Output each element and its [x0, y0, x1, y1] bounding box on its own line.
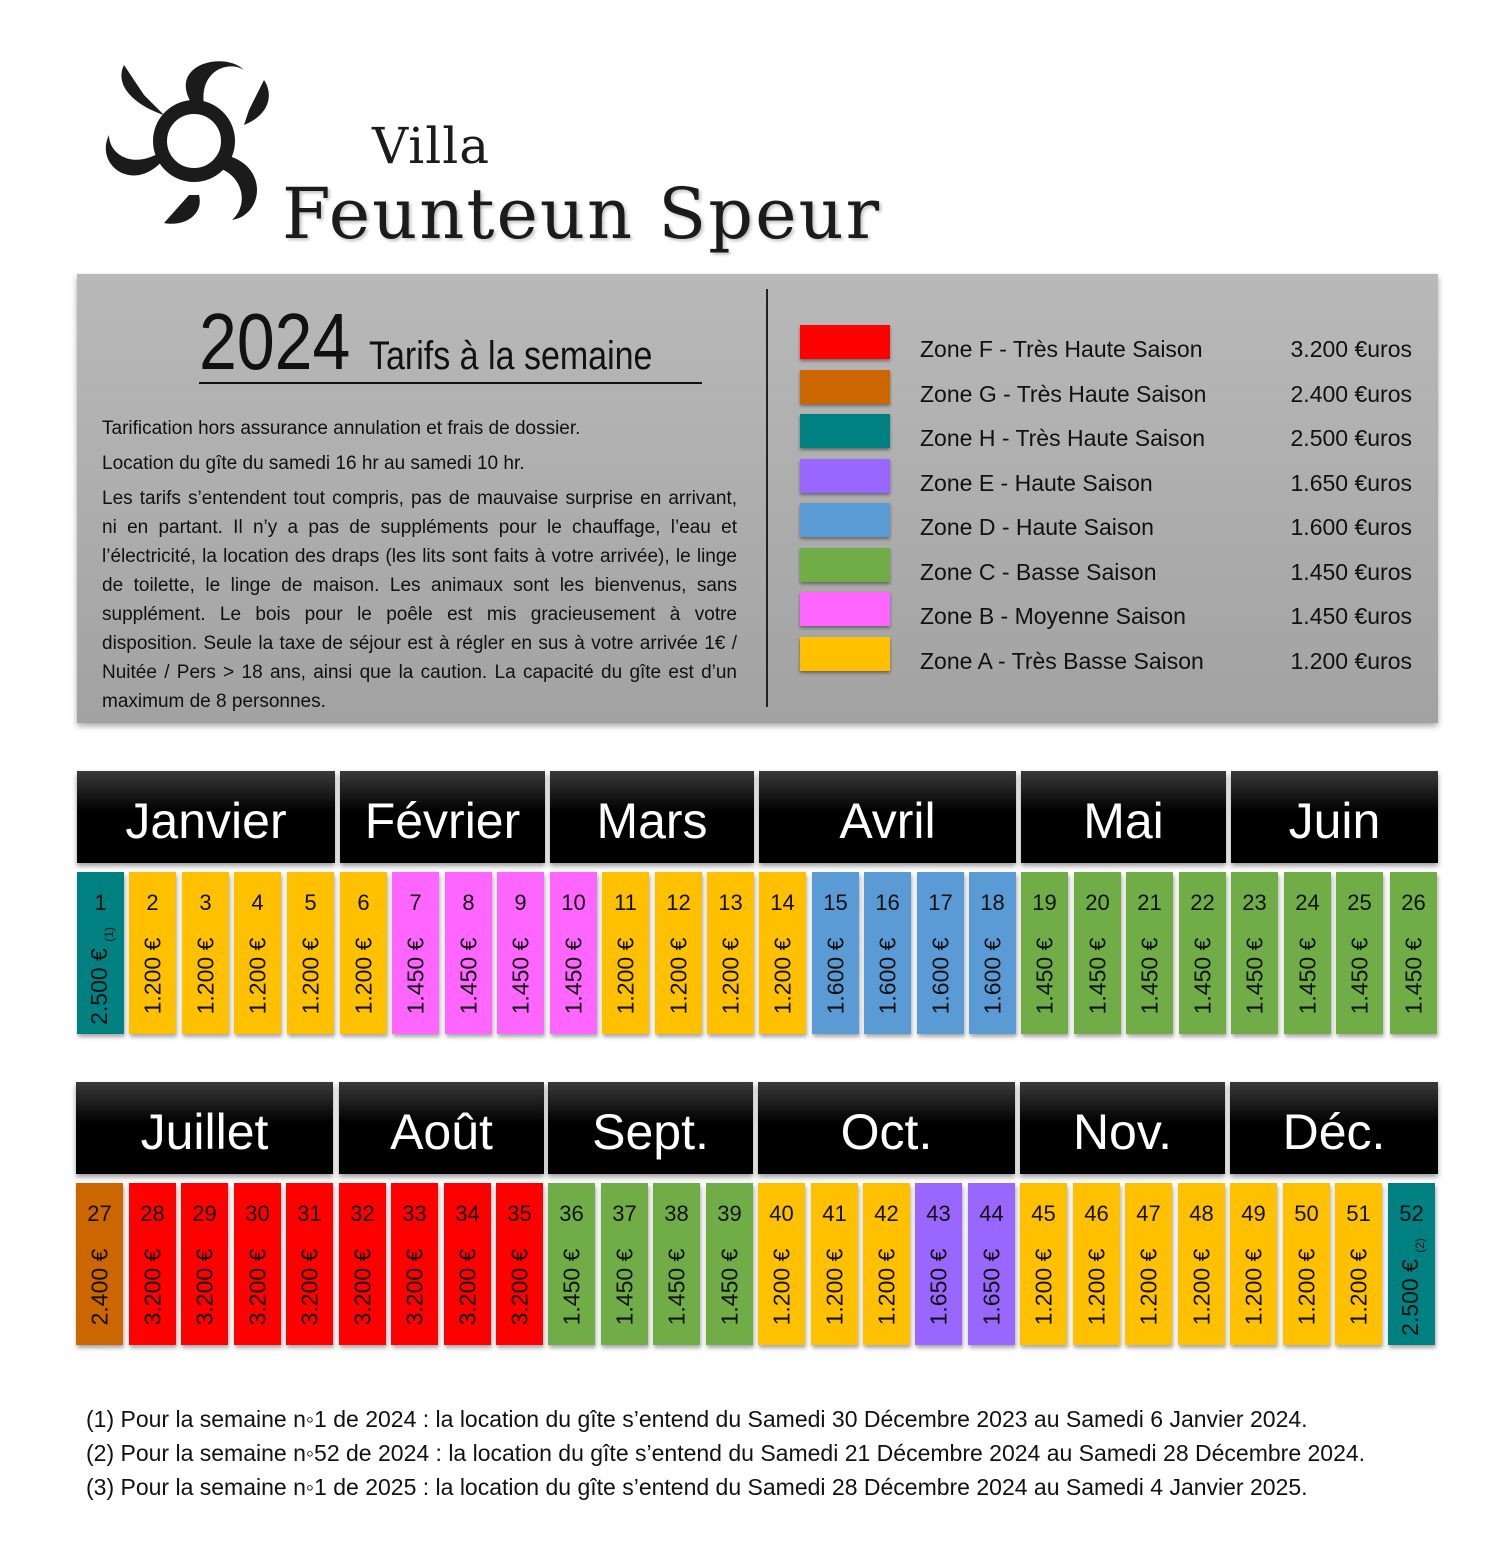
zone-price: 1.450 €uros	[1290, 558, 1412, 585]
week-cell	[392, 872, 439, 1034]
week-cell	[286, 1183, 333, 1345]
week-number: 30	[245, 1201, 270, 1226]
week-price	[927, 938, 954, 1015]
week-cell	[1283, 1183, 1330, 1345]
week-price	[1136, 938, 1163, 1015]
week-number: 50	[1294, 1201, 1319, 1226]
week-number: 22	[1190, 890, 1215, 915]
week-cell	[759, 872, 806, 1034]
week-cell	[1020, 1183, 1067, 1345]
title-subtitle: Tarifs à la semaine	[368, 334, 653, 378]
villa-logo	[104, 55, 924, 255]
zone-swatch	[800, 548, 890, 582]
week-price	[401, 1249, 428, 1326]
week-cell	[1390, 872, 1437, 1034]
week-cell	[1230, 1183, 1277, 1345]
week-cell	[917, 872, 964, 1034]
week-cell	[1179, 872, 1226, 1034]
week-cell	[864, 872, 911, 1034]
zone-swatch	[800, 370, 890, 404]
week-price-value: 1.650 €	[925, 1248, 951, 1326]
week-price	[611, 1249, 638, 1326]
week-number: 9	[514, 890, 527, 915]
week-cell	[706, 1183, 753, 1345]
week-price	[821, 1249, 848, 1326]
week-price-value: 1.450 €	[1189, 937, 1215, 1015]
week-price-value: 1.200 €	[612, 937, 638, 1015]
week-price	[612, 938, 639, 1015]
month-header: Février	[340, 771, 545, 863]
week-number: 35	[507, 1201, 532, 1226]
zone-name: Zone D - Haute Saison	[920, 514, 1154, 540]
page-title	[199, 297, 702, 386]
week-price-value: 1.600 €	[979, 937, 1005, 1015]
week-cell	[496, 1183, 543, 1345]
week-number: 17	[928, 890, 953, 915]
week-price-value: 1.600 €	[822, 937, 848, 1015]
week-number: 10	[561, 890, 586, 915]
week-cell	[182, 872, 229, 1034]
week-price	[822, 938, 849, 1015]
zone-price: 3.200 €uros	[1290, 336, 1412, 362]
week-price-value: 1.450 €	[560, 937, 586, 1015]
week-price-value: 3.200 €	[506, 1248, 532, 1326]
week-cell	[1126, 872, 1173, 1034]
week-number: 42	[874, 1201, 899, 1226]
week-price	[349, 1249, 376, 1326]
week-cell	[391, 1183, 438, 1345]
week-cell	[758, 1183, 805, 1345]
logo-name-text: Feunteun Speur	[282, 173, 882, 255]
zone-price: 2.400 €uros	[1290, 380, 1412, 407]
zone-name: Zone C - Basse Saison	[920, 558, 1157, 585]
week-number: 3	[199, 890, 212, 915]
week-number: 6	[357, 890, 370, 915]
week-price-value: 1.200 €	[1293, 1248, 1319, 1326]
zone-row-e	[800, 459, 1420, 504]
zone-row-c	[800, 548, 1420, 593]
week-cell	[1125, 1183, 1172, 1345]
week-price	[560, 938, 587, 1015]
week-price-value: 3.200 €	[349, 1248, 375, 1326]
week-cell	[1073, 1183, 1120, 1345]
week-price-value: 1.200 €	[192, 937, 218, 1015]
week-number: 45	[1031, 1201, 1056, 1226]
week-number: 19	[1032, 890, 1057, 915]
week-cell	[181, 1183, 228, 1345]
week-price	[768, 1249, 795, 1326]
week-number: 15	[823, 890, 848, 915]
logo-villa-text: Villa	[372, 117, 491, 175]
week-price-value: 1.450 €	[402, 937, 428, 1015]
week-price-value: 1.450 €	[663, 1248, 689, 1326]
week-cell	[707, 872, 754, 1034]
title-year: 2024	[199, 297, 351, 386]
week-price-value: 1.200 €	[350, 937, 376, 1015]
week-number: 14	[770, 890, 795, 915]
week-number: 23	[1242, 890, 1267, 915]
week-cell	[234, 872, 281, 1034]
week-price	[665, 938, 692, 1015]
week-price	[1400, 938, 1427, 1015]
week-price	[558, 1249, 585, 1326]
week-price-value: 1.450 €	[611, 1248, 637, 1326]
week-number: 49	[1241, 1201, 1266, 1226]
month-header: Mars	[550, 771, 754, 863]
week-number: 31	[297, 1201, 322, 1226]
week-price	[86, 1249, 113, 1326]
zone-swatch	[800, 592, 890, 626]
week-price-value: 1.450 €	[1084, 937, 1110, 1015]
month-header: Août	[339, 1082, 544, 1174]
zone-row-h	[800, 414, 1420, 459]
week-price-value: 1.450 €	[1400, 937, 1426, 1015]
week-number: 21	[1137, 890, 1162, 915]
week-price	[769, 938, 796, 1015]
week-price-value: 1.200 €	[769, 937, 795, 1015]
week-price	[663, 1249, 690, 1326]
week-price	[139, 1249, 166, 1326]
description-paragraph: Location du gîte du samedi 16 hr au samedi 10 hr.	[102, 453, 525, 474]
week-price	[1188, 1249, 1215, 1326]
zone-price: 1.600 €uros	[1290, 514, 1412, 540]
week-price-value: 1.450 €	[558, 1248, 584, 1326]
week-price	[506, 1249, 533, 1326]
week-number: 4	[251, 890, 264, 915]
week-price	[402, 938, 429, 1015]
week-number: 18	[980, 890, 1005, 915]
week-footnote-ref: (2)	[1412, 1238, 1427, 1253]
week-price	[1083, 1249, 1110, 1326]
week-price	[244, 938, 271, 1015]
week-price	[1294, 938, 1321, 1015]
week-price-value: 1.200 €	[1083, 1248, 1109, 1326]
week-cell	[655, 872, 702, 1034]
week-price-value: 1.200 €	[873, 1248, 899, 1326]
week-price	[1241, 938, 1268, 1015]
zone-price: 1.450 €uros	[1290, 603, 1412, 629]
zone-name: Zone G - Très Haute Saison	[920, 380, 1207, 407]
week-cell	[340, 872, 387, 1034]
week-price-value: 2.500 €	[85, 948, 112, 1025]
week-price-value: 1.450 €	[1031, 937, 1057, 1015]
week-price	[1345, 1249, 1372, 1326]
week-price	[192, 938, 219, 1015]
zone-swatch	[800, 325, 890, 359]
zone-row-g	[800, 370, 1420, 415]
week-number: 52	[1399, 1201, 1424, 1226]
week-price-value: 3.200 €	[139, 1248, 165, 1326]
week-number: 36	[559, 1201, 584, 1226]
week-price-value: 2.500 €	[1396, 1259, 1423, 1336]
zone-swatch	[800, 503, 890, 537]
month-header: Avril	[759, 771, 1016, 863]
week-price	[1084, 938, 1111, 1015]
week-number: 43	[926, 1201, 951, 1226]
week-cell	[129, 1183, 176, 1345]
week-price-value: 1.200 €	[1030, 1248, 1056, 1326]
week-price-value: 1.450 €	[507, 937, 533, 1015]
week-price-value: 3.200 €	[454, 1248, 480, 1326]
week-price	[978, 1249, 1005, 1326]
week-number: 46	[1084, 1201, 1109, 1226]
week-number: 48	[1189, 1201, 1214, 1226]
week-price-value: 1.450 €	[455, 937, 481, 1015]
week-cell	[812, 872, 859, 1034]
week-cell	[915, 1183, 962, 1345]
week-number: 13	[718, 890, 743, 915]
tariff-info-panel	[77, 274, 1438, 723]
week-cell	[444, 1183, 491, 1345]
week-cell	[969, 872, 1016, 1034]
description-paragraph: Les tarifs s’entendent tout compris, pas de mauvaise surprise en arrivant, ni en partant. Il n’y a pas de suppléments pour le chauffage, l’eau et l’électricité, la location des draps (les lits sont faits à votre arrivée), le linge de toilette, le linge de maison. Les animaux sont les bienvenus, sans supplément. Le bois pour le poêle est mis gracieusement à votre disposition. Seule la taxe de séjour est à régler en sus à votre arrivée 1€ / Nuitée / Pers > 18 ans, ainsi que la caution. La capacité du gîte est d’un maximum de 8 personnes.	[102, 488, 737, 712]
week-price	[1031, 938, 1058, 1015]
month-header: Janvier	[77, 771, 335, 863]
zone-name: Zone B - Moyenne Saison	[920, 603, 1186, 629]
week-number: 44	[979, 1201, 1004, 1226]
week-price	[717, 938, 744, 1015]
week-number: 5	[304, 890, 317, 915]
footnote-2: (2) Pour la semaine n◦52 de 2024 : la location du gîte s’entend du Samedi 21 Décembre 2024 au Samedi 28 Décembre 2024.	[86, 1440, 1366, 1466]
week-number: 32	[350, 1201, 375, 1226]
month-header: Sept.	[548, 1082, 753, 1174]
week-number: 12	[666, 890, 691, 915]
week-price	[507, 938, 534, 1015]
week-cell	[1178, 1183, 1225, 1345]
zone-legend	[800, 325, 1420, 681]
week-price-value: 3.200 €	[296, 1248, 322, 1326]
week-number: 41	[822, 1201, 847, 1226]
zone-swatch	[800, 637, 890, 671]
week-price	[1293, 1249, 1320, 1326]
week-number: 2	[146, 890, 159, 915]
week-number: 16	[875, 890, 900, 915]
week-price	[979, 938, 1006, 1015]
week-number: 20	[1085, 890, 1110, 915]
week-number: 7	[409, 890, 422, 915]
week-price	[873, 1249, 900, 1326]
week-price	[350, 938, 377, 1015]
week-number: 34	[455, 1201, 480, 1226]
week-cell	[77, 872, 124, 1034]
week-price-value: 1.200 €	[297, 937, 323, 1015]
week-cell	[1074, 872, 1121, 1034]
week-number: 29	[192, 1201, 217, 1226]
week-price	[925, 1249, 952, 1326]
zone-swatch	[800, 414, 890, 448]
week-number: 47	[1136, 1201, 1161, 1226]
week-cell	[811, 1183, 858, 1345]
week-cell	[863, 1183, 910, 1345]
month-header: Mai	[1021, 771, 1226, 863]
zone-price: 1.200 €uros	[1290, 647, 1412, 674]
zone-row-f	[800, 325, 1420, 370]
week-price-value: 1.450 €	[1346, 937, 1372, 1015]
week-number: 27	[87, 1201, 112, 1226]
week-price	[297, 938, 324, 1015]
week-cell	[1388, 1183, 1435, 1345]
week-cell	[445, 872, 492, 1034]
week-price	[296, 1249, 323, 1326]
week-price	[139, 938, 166, 1015]
footnote-1: (1) Pour la semaine n◦1 de 2024 : la location du gîte s’entend du Samedi 30 Décembre 2023 au Samedi 6 Janvier 2024.	[86, 1406, 1308, 1432]
week-cell	[1021, 872, 1068, 1034]
month-header: Juillet	[76, 1082, 333, 1174]
week-price	[1135, 1249, 1162, 1326]
week-number: 28	[140, 1201, 165, 1226]
zone-swatch	[800, 459, 890, 493]
week-cell	[1231, 872, 1278, 1034]
week-price-value: 1.200 €	[768, 1248, 794, 1326]
week-cell	[968, 1183, 1015, 1345]
zone-row-b	[800, 592, 1420, 637]
description-paragraph: Tarification hors assurance annulation et frais de dossier.	[102, 418, 581, 439]
footnote-3: (3) Pour la semaine n◦1 de 2025 : la location du gîte s’entend du Samedi 28 Décembre 2024 au Samedi 4 Janvier 2025.	[86, 1474, 1308, 1500]
week-number: 38	[664, 1201, 689, 1226]
week-number: 11	[614, 890, 637, 915]
week-number: 39	[717, 1201, 742, 1226]
week-price-value: 1.450 €	[1241, 937, 1267, 1015]
week-price-value: 3.200 €	[401, 1248, 427, 1326]
week-cell	[234, 1183, 281, 1345]
month-header: Juin	[1231, 771, 1438, 863]
week-price-value: 3.200 €	[191, 1248, 217, 1326]
week-price-value: 1.450 €	[1294, 937, 1320, 1015]
week-price-value: 3.200 €	[244, 1248, 270, 1326]
zone-price: 1.650 €uros	[1290, 469, 1412, 496]
week-cell	[601, 1183, 648, 1345]
tariff-description	[102, 414, 737, 722]
zone-price: 2.500 €uros	[1290, 425, 1412, 451]
week-price-value: 1.200 €	[244, 937, 270, 1015]
month-header: Nov.	[1020, 1082, 1225, 1174]
week-price-value: 1.200 €	[821, 1248, 847, 1326]
week-number: 8	[462, 890, 475, 915]
zone-name: Zone E - Haute Saison	[920, 469, 1153, 496]
week-price	[874, 938, 901, 1015]
week-cell	[602, 872, 649, 1034]
week-number: 40	[769, 1201, 794, 1226]
week-price	[1397, 1238, 1427, 1336]
week-price-value: 1.450 €	[1136, 937, 1162, 1015]
week-price	[86, 927, 116, 1025]
week-price-value: 1.650 €	[978, 1248, 1004, 1326]
month-header: Déc.	[1230, 1082, 1438, 1174]
week-price	[454, 1249, 481, 1326]
week-number: 37	[612, 1201, 637, 1226]
week-cell	[129, 872, 176, 1034]
zone-row-d	[800, 503, 1420, 548]
week-price	[1346, 938, 1373, 1015]
week-cell	[76, 1183, 123, 1345]
week-number: 1	[94, 890, 107, 915]
week-number: 25	[1347, 890, 1372, 915]
week-price-value: 1.600 €	[874, 937, 900, 1015]
week-cell	[497, 872, 544, 1034]
week-price-value: 1.600 €	[927, 937, 953, 1015]
week-price-value: 1.200 €	[665, 937, 691, 1015]
week-footnote-ref: (1)	[101, 927, 116, 942]
week-number: 24	[1295, 890, 1320, 915]
week-price-value: 1.200 €	[1240, 1248, 1266, 1326]
month-header: Oct.	[758, 1082, 1015, 1174]
week-price-value: 1.200 €	[1345, 1248, 1371, 1326]
week-price	[1240, 1249, 1267, 1326]
zone-name: Zone A - Très Basse Saison	[920, 647, 1204, 674]
week-price-value: 2.400 €	[86, 1248, 112, 1326]
week-price-value: 1.200 €	[139, 937, 165, 1015]
week-cell	[653, 1183, 700, 1345]
week-price	[244, 1249, 271, 1326]
week-number: 51	[1346, 1201, 1371, 1226]
week-cell	[287, 872, 334, 1034]
week-price-value: 1.200 €	[717, 937, 743, 1015]
zone-row-a	[800, 637, 1420, 682]
week-price	[455, 938, 482, 1015]
week-price	[191, 1249, 218, 1326]
triskelion-logo-icon	[104, 55, 284, 227]
zone-name: Zone F - Très Haute Saison	[920, 336, 1203, 362]
week-price-value: 1.450 €	[716, 1248, 742, 1326]
week-price-value: 1.200 €	[1135, 1248, 1161, 1326]
week-number: 26	[1401, 890, 1426, 915]
week-cell	[339, 1183, 386, 1345]
week-price	[716, 1249, 743, 1326]
week-price	[1189, 938, 1216, 1015]
panel-divider	[766, 289, 768, 707]
week-price-value: 1.200 €	[1188, 1248, 1214, 1326]
week-cell	[1284, 872, 1331, 1034]
week-cell	[548, 1183, 595, 1345]
week-cell	[1336, 872, 1383, 1034]
footnotes	[86, 1402, 1365, 1504]
zone-name: Zone H - Très Haute Saison	[920, 425, 1206, 451]
week-price	[1030, 1249, 1057, 1326]
week-cell	[1335, 1183, 1382, 1345]
week-number: 33	[402, 1201, 427, 1226]
week-cell	[550, 872, 597, 1034]
